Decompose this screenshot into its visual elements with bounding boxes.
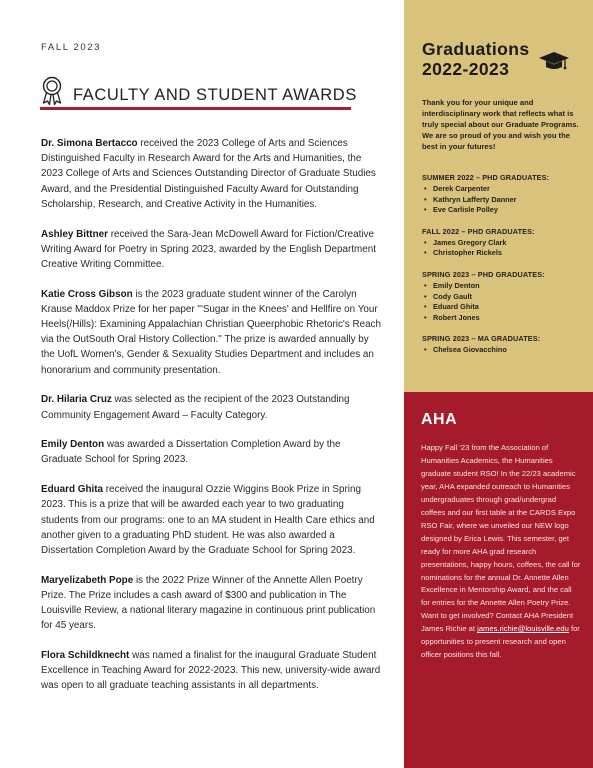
graduate-group <box>422 334 587 356</box>
graduations-panel <box>404 0 593 392</box>
award-recipient-name: Emily Denton <box>41 439 105 451</box>
award-entry <box>41 482 381 558</box>
graduations-intro: Thank you for your unique and interdisciplinary work that reflects what is truly special about our Graduate Programs. We are so proud of you and wish you the best in your futures! <box>422 98 579 151</box>
graduate-name: • Cody Gault <box>422 292 587 303</box>
graduate-name: • Eve Carlisle Polley <box>422 205 587 216</box>
graduate-group <box>422 173 587 216</box>
title-underline <box>40 107 351 110</box>
award-entry <box>41 287 381 378</box>
award-description: was selected as the recipient of the 2023 Outstanding Community Engagement Award – Faculty Category. <box>41 394 350 421</box>
aha-text-main: Happy Fall '23 from the Association of Humanities Academics, the Humanities graduate student RSO! In the 22/23 academic year, AHA expanded outreach to Humanities undergraduates through grad/undergrad coffees and our first table at the CARDS Expo RSO Fair, where we unveiled our NEW logo designed by Erica Lewis. This semester, get ready for more AHA grad research presentations, happy hours, coffees, the call for nominations for the annual Dr. Annette Allen Excellence in Mentorship Award, and the call for entries for the Annette Allen Poetry Prize. Want to get involved? Contact AHA President James Richie at <box>421 443 581 634</box>
graduate-group-title: FALL 2022 – PHD GRADUATES: <box>422 226 535 236</box>
award-entry <box>41 392 381 422</box>
award-description: was awarded a Dissertation Completion Award by the Graduate School for Spring 2023. <box>41 439 341 466</box>
issue-label: FALL 2023 <box>41 42 102 53</box>
award-entry <box>41 437 381 467</box>
award-description: is the 2022 Prize Winner of the Annette Allen Poetry Prize. The Prize includes a cash award of $300 and publication in The Louisville Review, a national literary magazine in continuous print publication for 45 years. <box>41 574 376 632</box>
award-entry <box>41 136 381 212</box>
award-description: received the 2023 College of Arts and Sciences Distinguished Faculty in Research Award for the Arts and Humanities, the 2023 College of Arts and Sciences Outstanding Director of Graduate Studies Award, and the Presidential Distinguished Faculty Award for Outstanding Scholarship, Research, and Creative Activity in the Humanities. <box>41 138 376 210</box>
graduation-cap-icon <box>538 49 570 73</box>
graduate-groups <box>422 173 587 367</box>
graduate-name: • Emily Denton <box>422 281 587 292</box>
graduate-group-title: SUMMER 2022 – PHD GRADUATES: <box>422 173 550 182</box>
graduate-group-title: SPRING 2023 – MA GRADUATES: <box>422 334 541 344</box>
award-recipient-name: Ashley Bittner <box>41 228 108 240</box>
award-entry <box>41 648 381 694</box>
graduate-name: • Robert Jones <box>422 313 587 324</box>
graduate-group <box>422 270 587 323</box>
aha-text-end: for opportunities to present research and open officer positions this fall. <box>421 624 580 660</box>
award-recipient-name: Dr. Hilaria Cruz <box>41 394 112 406</box>
aha-description <box>421 442 581 662</box>
award-entry <box>41 573 381 634</box>
award-recipient-name: Katie Cross Gibson <box>41 288 133 300</box>
award-recipient-name: Eduard Ghita <box>41 484 103 496</box>
aha-email-link[interactable]: james.richie@louisville.edu <box>477 624 569 634</box>
graduate-name: • Eduard Ghita <box>422 302 587 313</box>
award-description: was named a finalist for the inaugural Graduate Student Excellence in Teaching Award for 2022-2023. This new, university-wide award was open to all graduate teaching assistants in all departments. <box>41 649 381 692</box>
award-description: received the inaugural Ozzie Wiggins Book Prize in Spring 2023. This is a prize that will be awarded each year to two graduating students from our programs: one to an MA student in Health Care ethics and another given to a graduating PhD student. He was also awarded a Dissertation Completion Award by the Graduate School for Spring 2023. <box>41 484 375 556</box>
award-description: is the 2023 graduate student winner of the Carolyn Krause Maddox Prize for her paper "'Sugar in the Knees' and Hellfire on Your Heels(/Hills): Examining Appalachian Christian Queerphobic Rhetoric's Reach via the OutSouth Oral History Collection." The prize is awarded annually by the UofL Women's, Gender & Sexuality Studies Department and includes an honorarium and community presentation. <box>41 288 381 376</box>
award-ribbon-icon <box>40 76 64 106</box>
graduations-title-line1: Graduations <box>422 39 530 59</box>
award-recipient-name: Dr. Simona Bertacco <box>41 138 138 149</box>
aha-panel <box>404 392 593 768</box>
award-description: received the Sara-Jean McDowell Award for Fiction/Creative Writing Award for Poetry in Spring 2023, awarded by the English Department Creative Writing Committee. <box>41 228 377 270</box>
aha-title: AHA <box>421 411 458 428</box>
page-title: FACULTY AND STUDENT AWARDS <box>73 86 357 104</box>
graduate-group-title: SPRING 2023 – PHD GRADUATES: <box>422 269 545 279</box>
graduate-name: • Christopher Rickels <box>422 248 587 259</box>
awards-list <box>41 136 381 708</box>
graduations-title-line2: 2022-2023 <box>422 59 510 79</box>
award-recipient-name: Maryelizabeth Pope <box>41 574 134 586</box>
graduations-title <box>422 39 529 79</box>
award-recipient-name: Flora Schildknecht <box>41 649 130 661</box>
graduate-name: • Derek Carpenter <box>422 184 587 195</box>
award-entry <box>41 227 381 273</box>
graduate-name: • Chelsea Giovacchino <box>422 345 587 356</box>
graduate-group <box>422 227 587 259</box>
graduate-name: • James Gregory Clark <box>422 238 587 249</box>
graduate-name: • Kathryn Lafferty Danner <box>422 195 587 206</box>
